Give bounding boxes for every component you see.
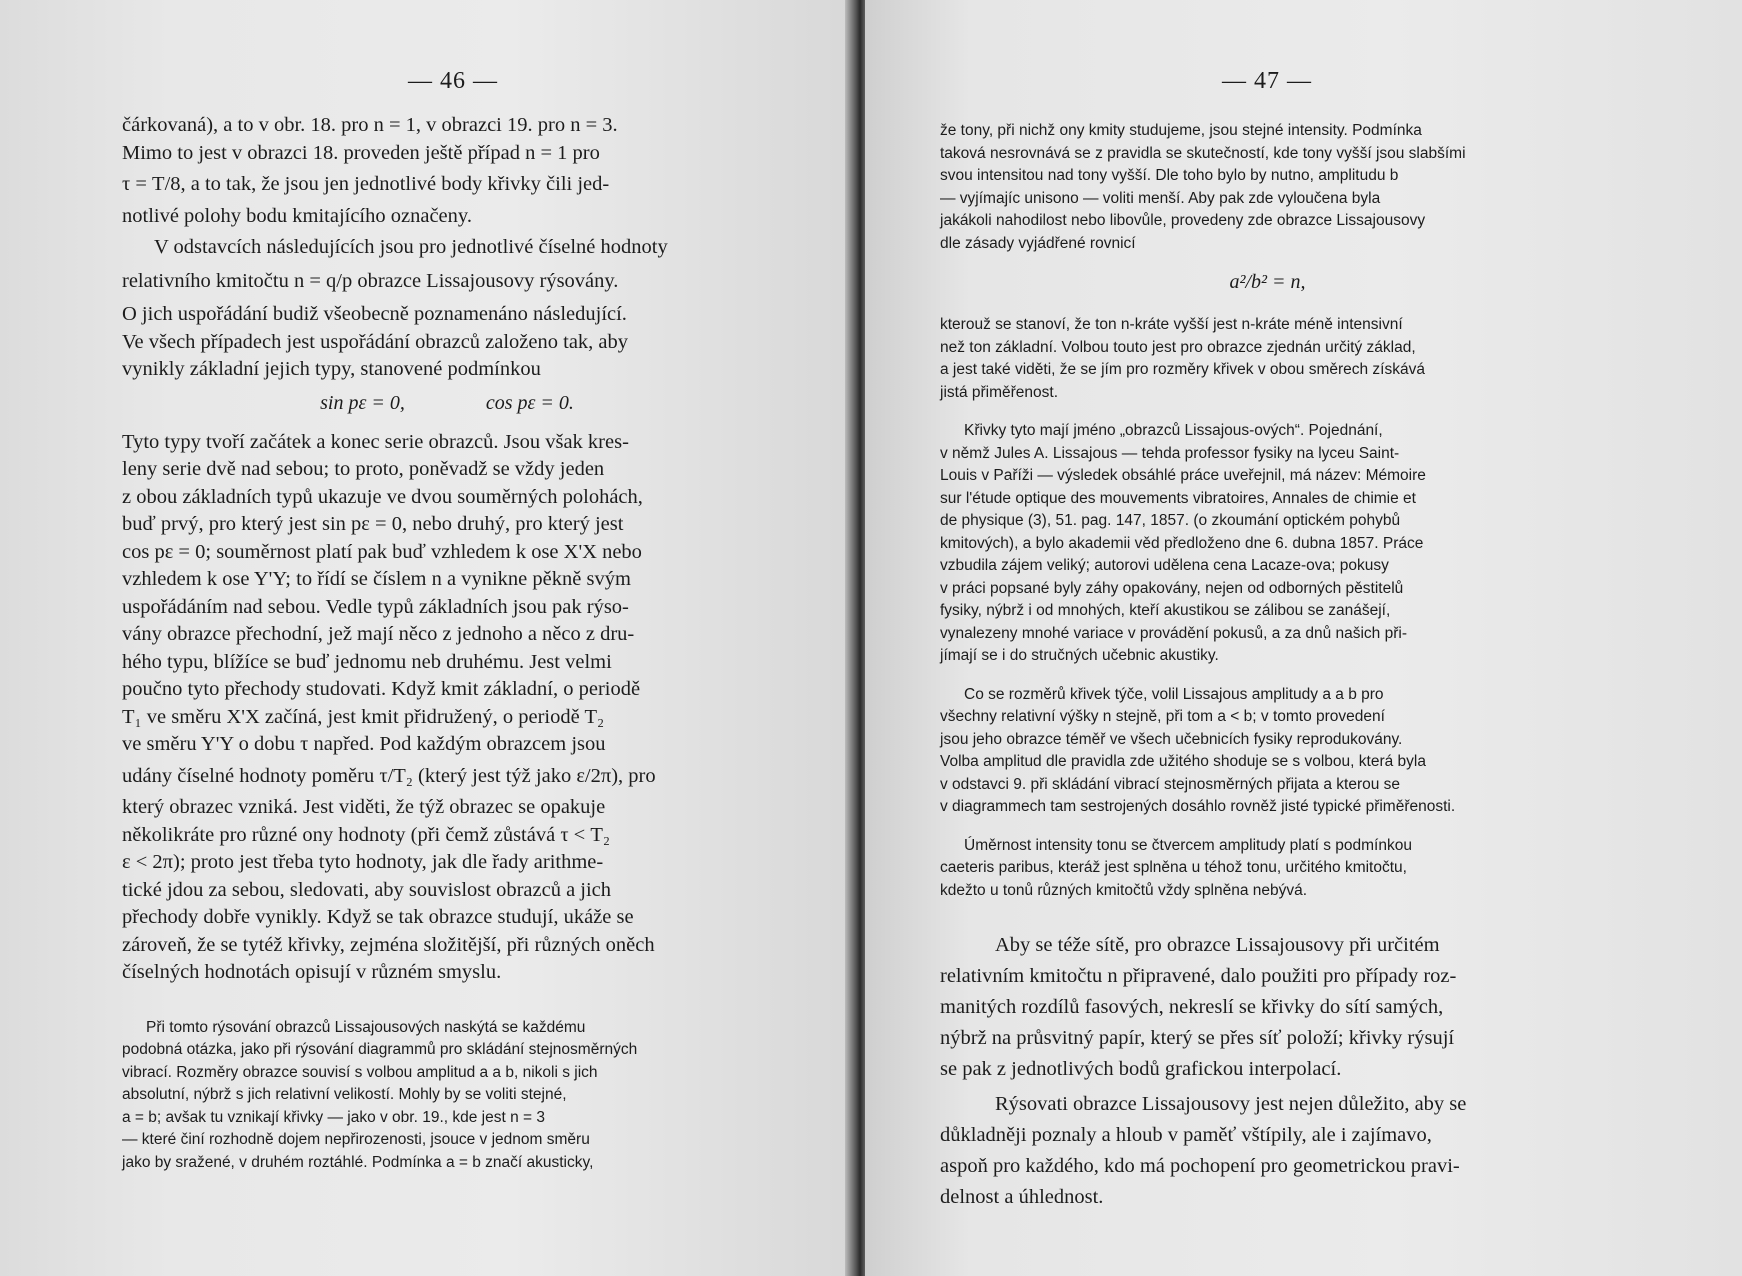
- text-line: Aby se téže sítě, pro obrazce Lissajousovy při určitém: [995, 934, 1440, 956]
- text-line: ε < 2π); proto jest třeba tyto hodnoty, jak dle řady arithme-: [122, 851, 604, 873]
- footnote-line: sur l'étude optique des mouvements vibratoires, Annales de chimie et: [940, 489, 1416, 507]
- footnote-line: svou intensitou nad tony vyšší. Dle toho bylo by nutno, amplitudu b: [940, 167, 1399, 184]
- text-line: nýbrž na průsvitný papír, který se přes síť položí; křivky rýsují: [940, 1027, 1455, 1049]
- text-line: V odstavcích následujících jsou pro jednotlivé číselné hodnoty: [154, 236, 668, 258]
- footnote-line: jsou jeho obrazce téměř ve všech učebnicích fysiky reprodukovány.: [940, 730, 1403, 748]
- text-line: vynikly základní jejich typy, stanovené podmínkou: [122, 358, 541, 380]
- footnote-line: caeteris paribus, kteráž jest splněna u téhož tonu, určitého kmitočtu,: [940, 859, 1407, 876]
- footnote-line: všechny relativní výšky n stejně, při tom a < b; v tomto provedení: [940, 708, 1385, 725]
- text-line: delnost a úhlednost.: [940, 1186, 1104, 1208]
- page-number-left: — 46 —: [408, 68, 498, 94]
- text-line: Rýsovati obrazce Lissajousovy jest nejen důležito, aby se: [995, 1093, 1467, 1115]
- body-text-right: [940, 930, 1595, 1213]
- footnote-line: kterouž se stanoví, že ton n-kráte vyšší jest n-kráte méně intensivní: [940, 316, 1403, 333]
- text-line: relativního kmitočtu n = q/p obrazce Lissajousovy rýsovány.: [122, 269, 619, 292]
- footnote-line: v němž Jules A. Lissajous — tehda professor fysiky na lyceu Saint-: [940, 444, 1400, 462]
- footnote-line: de physique (3), 51. pag. 147, 1857. (o zkoumání optickém pohybů: [940, 512, 1401, 529]
- text-line: O jich uspořádání budiž všeobecně poznamenáno následující.: [122, 303, 627, 325]
- text-line: tické jdou za sebou, sledovati, aby souvislost obrazců a jich: [122, 878, 612, 901]
- text-line: se pak z jednotlivých bodů grafickou interpolací.: [940, 1058, 1342, 1080]
- footnote-line: a = b; avšak tu vznikají křivky — jako v obr. 19., kde jest n = 3: [122, 1108, 546, 1126]
- equation-sin: sin pε = 0,: [320, 391, 405, 414]
- footnote-line: v odstavci 9. při skládání vibrací stejnosměrných přijata a kterou se: [940, 775, 1401, 793]
- footnote-line: absolutní, nýbrž s jich relativní velikostí. Mohly by se voliti stejné,: [122, 1086, 567, 1103]
- footnote-line: Co se rozměrů křivek týče, volil Lissajous amplitudy a a b pro: [964, 685, 1384, 703]
- text-line: poučno tyto přechody studovati. Když kmit základní, o periodě: [122, 678, 641, 700]
- footnote-line: Volba amplitud dle pravidla zde užitého shoduje se s volbou, která byla: [940, 753, 1426, 770]
- footnote-line: Úměrnost intensity tonu se čtvercem amplitudy platí s podmínkou: [964, 836, 1412, 854]
- equation-amplitude-ratio: a²/b² = n,: [1229, 271, 1306, 293]
- footnote-line: fysiky, nýbrž i od mnohých, kteří akustikou se zálibou se zanášejí,: [940, 602, 1391, 619]
- text-line: z obou základních typů ukazuje ve dvou souměrných polohách,: [122, 485, 643, 508]
- footnote-line: vzbudila zájem veliký; autorovi udělena cena Lacaze-ova; pokusy: [940, 557, 1389, 574]
- text-line: manitých rozdílů fasových, nekreslí se křivky do sítí samých,: [940, 996, 1444, 1018]
- page-number-right: — 47 —: [1222, 68, 1312, 94]
- text-line: přechody dobře vynikly. Když se tak obrazce studují, ukáže se: [122, 906, 634, 928]
- right-page: [865, 0, 1742, 1276]
- footnote-line: — vyjímajíc unisono — voliti menší. Aby pak zde vyloučena byla: [940, 189, 1381, 207]
- text-line: uspořádáním nad sebou. Vedle typů základních jsou pak rýso-: [122, 595, 629, 618]
- text-line: Tyto typy tvoří začátek a konec serie obrazců. Jsou však kres-: [122, 430, 629, 453]
- footnote-line: jistá přiměřenost.: [940, 383, 1059, 401]
- text-line: ve směru Y'Y o dobu τ napřed. Pod každým obrazcem jsou: [122, 733, 606, 755]
- text-line: vány obrazce přechodní, jež mají něco z jednoho a něco z dru-: [122, 623, 635, 645]
- footnote-line: vynalezeny mnohé variace v provádění pokusů, a za dnů našich při-: [940, 624, 1407, 642]
- text-line: číselných hodnotách opisují v různém smyslu.: [122, 961, 502, 983]
- footnote-line: — které činí rozhodně dojem nepřirozenosti, jsouce v jednom směru: [122, 1131, 590, 1148]
- footnote-line: podobná otázka, jako při rýsování diagrammů pro skládání stejnosměrných: [122, 1041, 638, 1058]
- footnote-line: dle zásady vyjádřené rovnicí: [940, 234, 1136, 252]
- footnote-line: v diagrammech tam sestrojených dosáhlo rovněž jisté typické přiměřenosti.: [940, 798, 1456, 815]
- text-line: vzhledem k ose Y'Y; to řídí se číslem n a vynikne pěkně svým: [122, 568, 631, 590]
- equation-cos: cos pε = 0.: [485, 391, 574, 414]
- equation-sin-cos: [122, 392, 772, 415]
- text-line: cos pε = 0; souměrnost platí pak buď vzhledem k ose X'X nebo: [122, 540, 642, 563]
- left-page: [0, 0, 855, 1276]
- footnote-paragraph: [940, 420, 1595, 668]
- text-line: Ve všech případech jest uspořádání obrazců založeno tak, aby: [122, 330, 629, 353]
- footnote-line: že tony, při nichž ony kmity studujeme, jsou stejné intensity. Podmínka: [940, 122, 1422, 139]
- footnote-line: jako by sražené, v druhém roztáhlé. Podmínka a = b značí akusticky,: [122, 1153, 594, 1171]
- footnote-line: Louis v Paříži — výsledek obsáhlé práce uveřejnil, má název: Mémoire: [940, 467, 1426, 484]
- text-line: notlivé polohy bodu kmitajícího označeny.: [122, 204, 472, 227]
- text-line: Mimo to jest v obrazci 18. proveden ještě případ n = 1 pro: [122, 141, 600, 164]
- text-line: τ = T/8, a to tak, že jsou jen jednotlivé body křivky čili jed-: [122, 173, 610, 195]
- text-line: několikráte pro různé ony hodnoty (při čemž zůstává τ < T₂: [122, 823, 611, 846]
- text-line: zároveň, že se tytéž křivky, zejména složitější, při různých oněch: [122, 933, 655, 956]
- footnote-line: jakákoli nahodilost nebo libovůle, provedeny zde obrazce Lissajousovy: [940, 212, 1426, 229]
- footnote-line: taková nesrovnává se z pravidla se skutečností, kde tony vyšší jsou slabšími: [940, 144, 1466, 162]
- text-line: aspoň pro každého, kdo má pochopení pro geometrickou pravi-: [940, 1155, 1460, 1177]
- footnote-left: [122, 1017, 772, 1175]
- text-line: důkladněji poznaly a hloub v paměť vštípily, ale i zajímavo,: [940, 1124, 1432, 1146]
- footnote-line: vibrací. Rozměry obrazce souvisí s volbou amplitud a a b, nikoli s jich: [122, 1063, 598, 1081]
- footnote-line: kdežto u tonů různých kmitočtů vždy splněna nebývá.: [940, 881, 1308, 899]
- text-line: leny serie dvě nad sebou; to proto, poněvadž se vždy jeden: [122, 458, 605, 480]
- right-text-column: [940, 120, 1595, 1213]
- footnote-line: v práci popsané byly záhy opakovány, nejen od odborných pěstitelů: [940, 579, 1404, 597]
- left-text-column: [122, 112, 772, 1174]
- text-line: čárkovaná), a to v obr. 18. pro n = 1, v obrazci 19. pro n = 3.: [122, 114, 618, 136]
- footnote-line: Křivky tyto mají jméno „obrazců Lissajous-ových“. Pojednání,: [964, 422, 1383, 439]
- footnote-line: Při tomto rýsování obrazců Lissajousových naskýtá se každému: [146, 1018, 586, 1036]
- text-line: relativním kmitočtu n připravené, dalo použiti pro případy roz-: [940, 965, 1457, 987]
- footnote-line: kmitových), a bylo akademii věd předloženo dne 6. dubna 1857. Práce: [940, 534, 1424, 552]
- text-line: který obrazec vzniká. Jest viděti, že týž obrazec se opakuje: [122, 796, 606, 818]
- footnote-line: jímají se i do stručných učebnic akustiky.: [940, 647, 1219, 664]
- footnote-line: a jest také viděti, že se jím pro rozměry křivek v obou směrech získává: [940, 361, 1425, 378]
- footnote-line: než ton základní. Volbou touto jest pro obrazce zjednán určitý základ,: [940, 338, 1416, 356]
- footnote-paragraph: [940, 835, 1595, 903]
- text-line: hého typu, blížíce se buď jednomu neb druhému. Jest velmi: [122, 650, 612, 673]
- footnote-paragraph: [940, 684, 1595, 819]
- text-line: buď prvý, pro který jest sin pε = 0, nebo druhý, pro který jest: [122, 513, 624, 535]
- text-line: T₁ ve směru X'X začíná, jest kmit přidružený, o periodě T₂: [122, 705, 605, 728]
- text-line: udány číselné hodnoty poměru τ/T₂ (který jest týž jako ε/2π), pro: [122, 764, 656, 787]
